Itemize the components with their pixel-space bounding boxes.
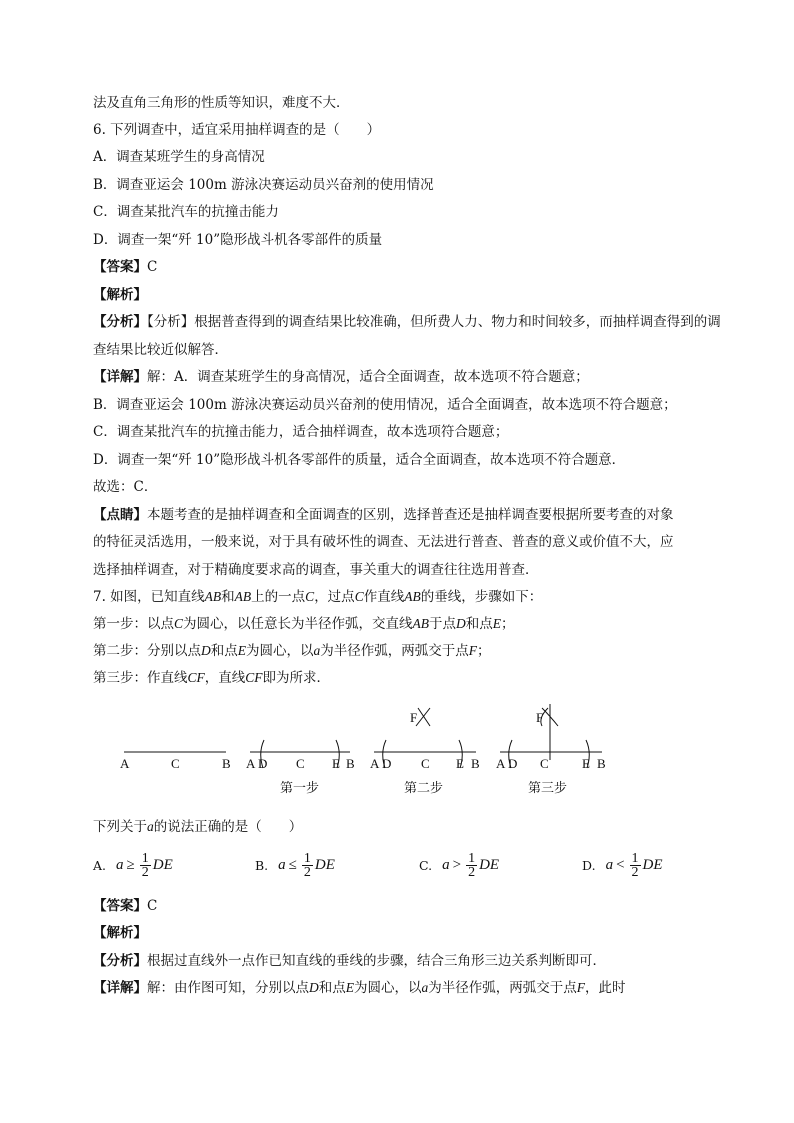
label-b: B	[222, 756, 231, 771]
fraction-half	[466, 852, 477, 879]
answer-tag: 【答案】	[93, 898, 147, 914]
choice-line: 故选：C．	[93, 479, 158, 495]
question-6-option-a: A．调查某班学生的身高情况	[93, 149, 265, 165]
math-d: D	[201, 643, 211, 658]
text: ；	[477, 643, 491, 659]
segment-de: DE	[479, 857, 500, 873]
text: 7. 如图，已知直线	[93, 589, 205, 605]
step-3-text	[93, 668, 330, 688]
text: 和点	[318, 980, 346, 996]
option-a	[93, 852, 173, 879]
math-a: a	[278, 857, 286, 873]
analysis-heading	[93, 285, 147, 305]
math-cf: CF	[187, 670, 205, 685]
relation-symbol: <	[616, 857, 625, 873]
math-e: E	[492, 616, 502, 631]
text: 的垂线，步骤如下：	[420, 589, 543, 605]
label-d: D	[382, 756, 392, 771]
math-a: a	[147, 819, 154, 834]
label-d: D	[508, 756, 518, 771]
detail-line-7	[93, 978, 626, 998]
label-a: A	[246, 756, 256, 771]
label-a: A	[370, 756, 380, 771]
option-label: D.	[582, 858, 596, 873]
caption-step1: 第一步	[280, 780, 320, 795]
relation-symbol: ≤	[288, 857, 297, 873]
fenxi-tag: 【分析】	[93, 314, 147, 330]
text: 第一步：以点	[93, 616, 174, 632]
segment-de: DE	[152, 857, 173, 873]
text: 为半径作弧，两弧交于点	[428, 980, 577, 996]
denominator: 2	[468, 865, 476, 880]
analysis-line	[93, 312, 721, 332]
detail-line-b: B．调查亚运会 100m 游泳决赛运动员兴奋剂的使用情况，适合全面调查，故本选项不符合题意；	[93, 397, 677, 413]
denominator: 2	[141, 865, 149, 880]
numerator: 1	[468, 851, 476, 866]
math-ab: AB	[234, 589, 252, 604]
answer-value: C	[147, 259, 158, 275]
text: 于点	[429, 616, 457, 632]
answer-line-7	[93, 896, 157, 916]
question-6-option-d: D．调查一架“歼 10”隐形战斗机各零部件的质量	[93, 232, 383, 248]
text: 为圆心，以	[246, 643, 314, 659]
analysis-line-7	[93, 951, 606, 971]
label-e: E	[332, 756, 340, 771]
math-ab: AB	[204, 589, 222, 604]
step-1-text	[93, 614, 515, 634]
answer-value: C	[147, 898, 158, 914]
dianjing-tag: 【点睛】	[93, 507, 147, 523]
text: 第二步：分别以点	[93, 643, 201, 659]
answer-line	[93, 257, 157, 277]
comment-line-3: 选择抽样调查，对于精确度要求高的调查，事关重大的调查往往选用普查．	[93, 562, 539, 578]
analysis-text: 根据过直线外一点作已知直线的垂线的步骤，结合三角形三边关系判断即可．	[147, 953, 606, 969]
numerator: 1	[141, 851, 149, 866]
fraction-half	[302, 852, 313, 879]
text: ，直线	[204, 670, 246, 686]
label-c: C	[421, 756, 430, 771]
text: ，过点	[314, 589, 355, 605]
text: 和点	[465, 616, 493, 632]
math-cf: CF	[245, 670, 263, 685]
text: 作直线	[363, 589, 405, 605]
math-e: E	[345, 980, 354, 995]
construction-figure	[110, 700, 620, 800]
fenxi-tag: 【分析】	[93, 953, 147, 969]
comment-line-2: 的特征灵活选用，一般来说，对于具有破坏性的调查、无法进行普查、普查的意义或价值不大，应	[93, 534, 674, 550]
option-label: C.	[419, 858, 433, 873]
text: 即为所求．	[262, 670, 331, 686]
question-6-option-c: C．调查某批汽车的抗撞击能力	[93, 204, 279, 220]
denominator: 2	[303, 865, 311, 880]
detail-line-c: C．调查某批汽车的抗撞击能力，适合抽样调查，故本选项符合题意；	[93, 424, 509, 440]
math-d: D	[456, 616, 466, 631]
analysis-line-cont: 查结果比较近似解答．	[93, 342, 228, 358]
question-7-stem	[93, 587, 542, 607]
text: 下列关于	[93, 819, 147, 835]
label-c: C	[540, 756, 549, 771]
math-d: D	[309, 980, 319, 995]
text: ，此时	[585, 980, 626, 996]
label-d: D	[258, 756, 268, 771]
analysis-text: 【分析】根据普查得到的调查结果比较准确，但所费人力、物力和时间较多，而抽样调查得到的调	[147, 314, 721, 330]
label-a: A	[120, 756, 130, 771]
label-b: B	[597, 756, 606, 771]
math-a: a	[313, 643, 321, 658]
segment-de: DE	[642, 857, 663, 873]
text: 为半径作弧，两弧交于点	[320, 643, 469, 659]
label-f: F	[410, 710, 418, 725]
question-7-options	[93, 852, 713, 880]
analysis-tag: 【解析】	[93, 925, 147, 941]
text: 的说法正确的是（ ）	[153, 819, 303, 835]
caption-step3: 第三步	[528, 780, 568, 795]
relation-symbol: >	[452, 857, 462, 873]
step-2-text	[93, 641, 491, 661]
label-e: E	[456, 756, 464, 771]
comment-text: 本题考查的是抽样调查和全面调查的区别，选择普查还是抽样调查要根据所要考查的对象	[147, 507, 674, 523]
label-f: F	[536, 710, 544, 725]
question-7-ask	[93, 817, 302, 837]
segment-de: DE	[314, 857, 335, 873]
denominator: 2	[631, 865, 639, 880]
math-e: E	[237, 643, 246, 658]
detail-line	[93, 367, 589, 387]
fraction-half	[630, 852, 641, 879]
label-c: C	[171, 756, 180, 771]
math-a: a	[116, 857, 124, 873]
math-f: F	[468, 643, 477, 658]
math-a: a	[421, 980, 429, 995]
option-label: A.	[93, 858, 107, 873]
question-6-stem: 6. 下列调查中，适宜采用抽样调查的是（ ）	[93, 122, 381, 138]
fraction-half	[140, 852, 151, 879]
option-c	[419, 852, 499, 879]
text: 第三步：作直线	[93, 670, 188, 686]
label-e: E	[582, 756, 590, 771]
math-a: a	[442, 857, 450, 873]
numerator: 1	[303, 851, 311, 866]
label-c: C	[296, 756, 305, 771]
xiangjie-tag: 【详解】	[93, 980, 147, 996]
relation-symbol: ≥	[126, 857, 135, 873]
text: ；	[501, 616, 515, 632]
label-b: B	[346, 756, 355, 771]
option-d	[582, 852, 663, 879]
caption-step2: 第二步	[404, 780, 444, 795]
text-line: 法及直角三角形的性质等知识，难度不大．	[93, 95, 350, 111]
math-ab: AB	[412, 616, 430, 631]
math-f: F	[576, 980, 585, 995]
detail-text: 解：由作图可知，分别以点	[147, 980, 309, 996]
question-6-option-b: B．调查亚运会 100m 游泳决赛运动员兴奋剂的使用情况	[93, 177, 434, 193]
math-c: C	[354, 589, 364, 604]
answer-tag: 【答案】	[93, 259, 147, 275]
text: 为圆心，以	[354, 980, 422, 996]
numerator: 1	[631, 851, 639, 866]
text: 为圆心，以任意长为半径作弧，交直线	[183, 616, 413, 632]
detail-line-d: D．调查一架“歼 10”隐形战斗机各零部件的质量，适合全面调查，故本选项不符合题意．	[93, 452, 626, 468]
option-label: B.	[255, 858, 269, 873]
label-a: A	[496, 756, 506, 771]
math-a: a	[605, 857, 614, 873]
math-ab: AB	[404, 589, 421, 604]
math-c: C	[305, 589, 315, 604]
text: 上的一点	[251, 589, 306, 605]
text: 和点	[210, 643, 238, 659]
comment-line	[93, 505, 674, 525]
xiangjie-tag: 【详解】	[93, 369, 147, 385]
math-c: C	[174, 616, 184, 631]
text: 和	[221, 589, 235, 605]
analysis-heading-7	[93, 923, 147, 943]
detail-text: 解：A．调查某班学生的身高情况，适合全面调查，故本选项不符合题意；	[147, 369, 589, 385]
label-b: B	[471, 756, 480, 771]
option-b	[255, 852, 335, 879]
analysis-tag: 【解析】	[93, 287, 147, 303]
